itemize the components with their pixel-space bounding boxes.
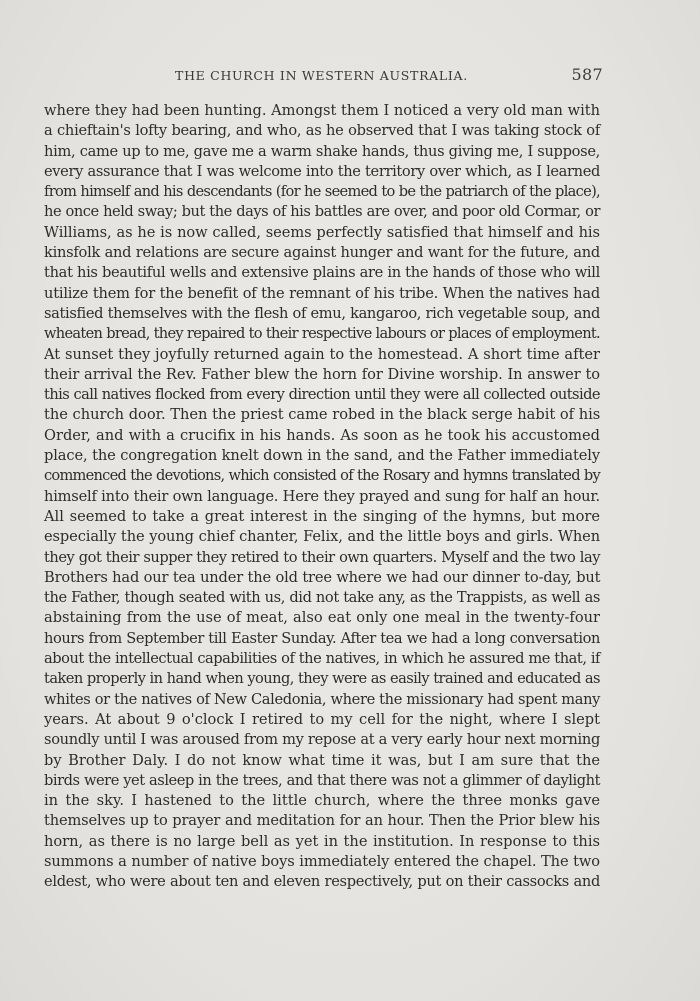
text-line: satisfied themselves with the flesh of emu, kangaroo, rich vegetable soup, and xyxy=(44,304,600,322)
text-line: the Father, though seated with us, did not take any, as the Trappists, as well as xyxy=(44,589,600,607)
text-line: Williams, as he is now called, seems perfectly satisfied that himself and his xyxy=(44,223,600,241)
text-line: summons a number of native boys immediately entered the chapel. The two xyxy=(44,852,600,870)
text-line: him, came up to me, gave me a warm shake hands, thus giving me, I suppose, xyxy=(44,142,600,160)
text-line: At sunset they joyfully returned again to the homestead. A short time after xyxy=(44,345,600,363)
text-line: taken properly in hand when young, they were as easily trained and educated as xyxy=(44,670,600,688)
page-number: 587 xyxy=(571,65,603,84)
text-line: every assurance that I was welcome into the territory over which, as I learned xyxy=(44,162,600,180)
text-line: Brothers had our tea under the old tree where we had our dinner to-day, but xyxy=(44,568,601,586)
text-line: hours from September till Easter Sunday. After tea we had a long conversation xyxy=(44,629,600,647)
text-line: in the sky. I hastened to the little church, where the three monks gave xyxy=(44,792,600,810)
text-line: years. At about 9 o'clock I retired to my cell for the night, where I slept xyxy=(44,710,600,728)
text-line: themselves up to prayer and meditation for an hour. Then the Prior blew his xyxy=(44,812,600,830)
text-line: All seemed to take a great interest in the singing of the hymns, but more xyxy=(44,507,600,525)
text-line: kinsfolk and relations are secure against hunger and want for the future, and xyxy=(44,244,600,262)
text-line: whites or the natives of New Caledonia, where the missionary had spent many xyxy=(44,690,601,708)
text-line: by Brother Daly. I do not know what time it was, but I am sure that the xyxy=(44,751,600,769)
text-line: he once held sway; but the days of his battles are over, and poor old Cormar, or xyxy=(44,203,600,221)
text-line: Order, and with a crucifix in his hands. As soon as he took his accustomed xyxy=(44,426,600,444)
text-line: utilize them for the benefit of the remnant of his tribe. When the natives had xyxy=(44,284,600,302)
text-line: the church door. Then the priest came robed in the black serge habit of his xyxy=(44,406,601,424)
text-line: where they had been hunting. Amongst them I noticed a very old man with xyxy=(44,102,600,119)
text-line: himself into their own language. Here they prayed and sung for half an hour. xyxy=(44,487,600,505)
text-line: commenced the devotions, which consisted of the Rosary and hymns translated by xyxy=(44,467,600,485)
text-line: about the intellectual capabilities of the natives, in which he assured me that, if xyxy=(44,650,600,668)
text-line: abstaining from the use of meat, also eat only one meal in the twenty-four xyxy=(44,609,600,627)
text-line: soundly until I was aroused from my repose at a very early hour next morning xyxy=(44,731,600,749)
text-line: wheaten bread, they repaired to their respective labours or places of employment. xyxy=(44,325,600,343)
text-line: place, the congregation knelt down in the sand, and the Father immediately xyxy=(44,447,600,465)
body-paragraph xyxy=(44,101,600,893)
text-line: their arrival the Rev. Father blew the horn for Divine worship. In answer to xyxy=(44,365,600,383)
text-line: from himself and his descendants (for he seemed to be the patriarch of the place), xyxy=(44,183,600,201)
text-line: eldest, who were about ten and eleven respectively, put on their cassocks and xyxy=(44,873,600,891)
text-line: that his beautiful wells and extensive plains are in the hands of those who will xyxy=(44,264,601,282)
text-line: horn, as there is no large bell as yet in the institution. In response to this xyxy=(44,832,600,850)
text-line: this call natives flocked from every direction until they were all collected outside xyxy=(44,386,600,404)
text-line: they got their supper they retired to their own quarters. Myself and the two lay xyxy=(44,548,600,566)
text-line: a chieftain's lofty bearing, and who, as he observed that I was taking stock of xyxy=(44,122,600,140)
page-header xyxy=(40,66,603,88)
text-line: birds were yet asleep in the trees, and that there was not a glimmer of daylight xyxy=(44,771,600,789)
text-line: especially the young chief chanter, Felix, and the little boys and girls. When xyxy=(44,528,600,546)
running-head: THE CHURCH IN WESTERN AUSTRALIA. xyxy=(175,68,468,83)
